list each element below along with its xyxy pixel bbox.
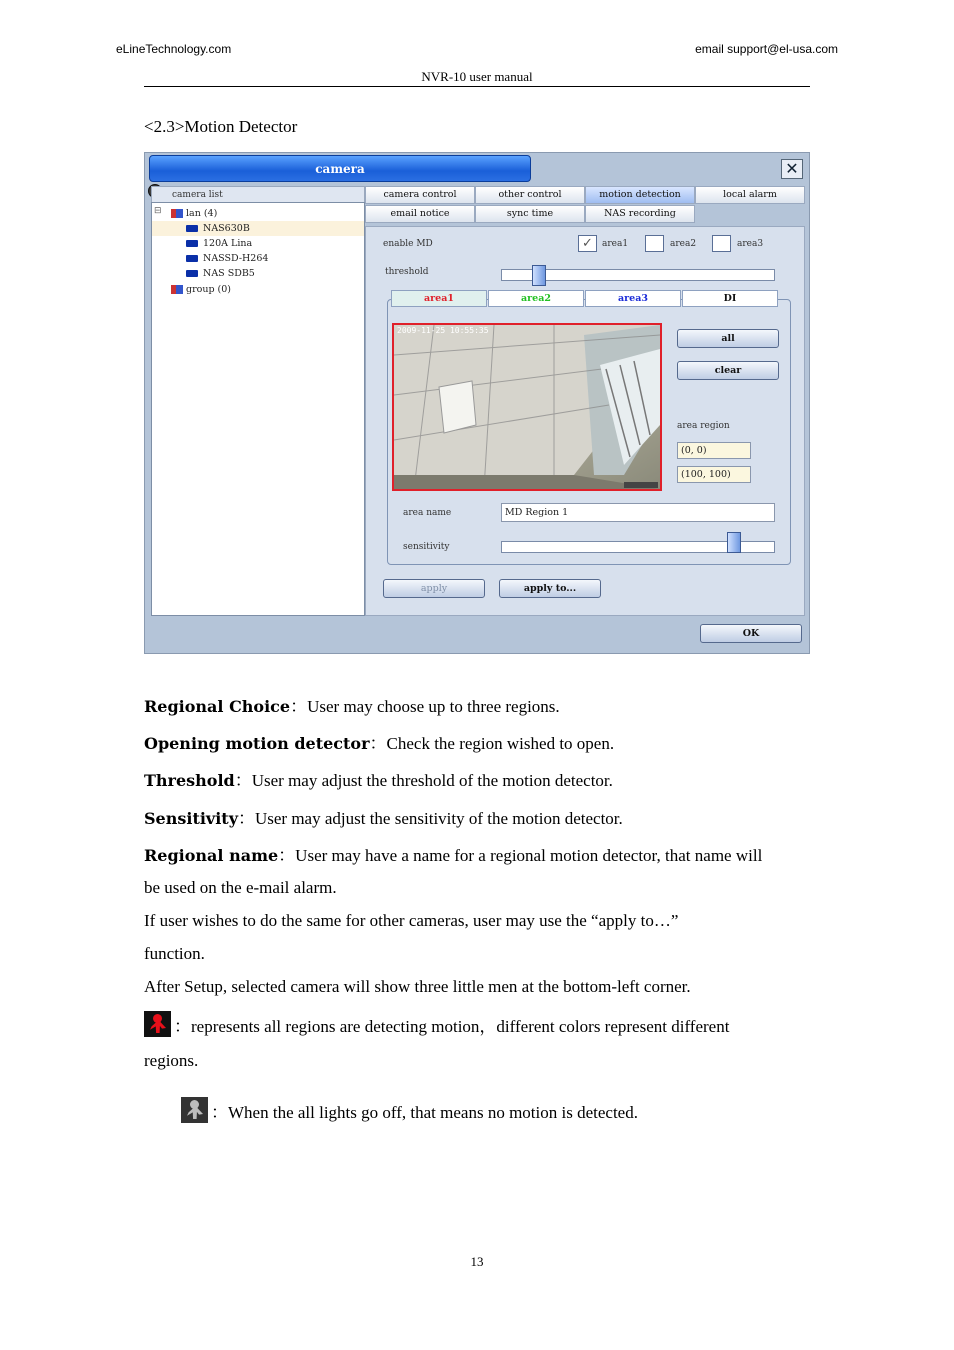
opening-md-paragraph — [144, 729, 614, 754]
area2-checkbox-label: area2 — [670, 239, 697, 249]
folder-icon — [171, 285, 183, 294]
tab-nas-recording[interactable]: NAS recording — [585, 205, 695, 223]
running-man-red-icon — [144, 1011, 171, 1037]
clear-button[interactable]: clear — [677, 361, 779, 380]
apply-button[interactable]: apply — [383, 579, 485, 598]
text-line: be used on the e-mail alarm. — [144, 878, 337, 897]
camera-preview[interactable] — [392, 323, 662, 491]
close-icon[interactable]: ✕ — [781, 159, 803, 179]
tab-other-control[interactable]: other control — [475, 186, 585, 204]
area1-checkbox-label: area1 — [602, 239, 629, 249]
tree-item-label: 120A Lina — [203, 238, 253, 249]
tab-area2[interactable]: area2 — [488, 290, 584, 307]
term: Opening motion detector — [144, 734, 370, 753]
folder-icon — [171, 209, 183, 218]
separator: ： — [234, 771, 252, 790]
text-line: After Setup, selected camera will show three little men at the bottom-left corner. — [144, 977, 691, 996]
tab-local-alarm[interactable]: local alarm — [695, 186, 805, 204]
tree-item-group[interactable] — [171, 282, 231, 297]
tree-item-nassd-h264[interactable] — [186, 251, 268, 266]
threshold-label: threshold — [385, 267, 429, 277]
description: User may choose up to three regions. — [307, 697, 560, 716]
area3-checkbox-label: area3 — [737, 239, 764, 249]
tree-item-label: lan (4) — [186, 208, 218, 219]
area-region-label: area region — [677, 421, 730, 431]
camera-icon — [186, 240, 198, 247]
tree-item-label: NAS630B — [203, 223, 250, 234]
enable-md-label: enable MD — [383, 239, 433, 249]
sensitivity-slider-thumb[interactable] — [727, 532, 741, 553]
header-title: NVR-10 user manual — [421, 69, 533, 84]
tab-area1[interactable]: area1 — [391, 290, 487, 307]
description: User may adjust the sensitivity of the motion detector. — [254, 809, 623, 828]
threshold-paragraph — [144, 766, 613, 791]
preview-image — [394, 325, 660, 489]
tab-camera-control[interactable]: camera control — [365, 186, 475, 204]
camera-settings-window — [144, 152, 810, 654]
threshold-slider-thumb[interactable] — [532, 265, 546, 286]
regional-choice-paragraph — [144, 692, 560, 717]
area3-checkbox[interactable] — [712, 235, 731, 252]
ok-button[interactable]: OK — [700, 624, 802, 643]
apply-to-button[interactable]: apply to... — [499, 579, 601, 598]
tree-item-nas-sdb5[interactable] — [186, 266, 255, 281]
tab-email-notice[interactable]: email notice — [365, 205, 475, 223]
select-all-button[interactable]: all — [677, 329, 779, 348]
text-line: If user wishes to do the same for other cameras, user may use the “apply to…” — [144, 911, 679, 930]
camera-list-header: camera list — [151, 186, 365, 204]
tab-motion-detection[interactable]: motion detection — [585, 186, 695, 204]
region-end-field: (100, 100) — [677, 466, 751, 483]
header-website: eLineTechnology.com — [116, 42, 232, 56]
header-email: email support@el-usa.com — [695, 42, 838, 56]
text-line: regions. — [144, 1051, 199, 1070]
header-rule — [144, 86, 810, 87]
camera-tree — [151, 202, 365, 616]
regional-name-paragraph — [144, 841, 762, 866]
tree-item-label: NASSD-H264 — [203, 253, 269, 264]
tab-area3[interactable]: area3 — [585, 290, 681, 307]
separator: ： — [278, 846, 296, 865]
separator: ： — [290, 697, 308, 716]
tree-item-120a-lina[interactable] — [186, 236, 252, 251]
description: User may adjust the threshold of the motion detector. — [251, 771, 613, 790]
gray-icon-description: ：When the all lights go off, that means no motion is detected. — [211, 1103, 638, 1122]
sensitivity-paragraph — [144, 804, 623, 829]
video-timestamp: 2009-11-25 10:55:35 — [397, 326, 489, 335]
camera-icon — [186, 255, 198, 262]
tree-item-lan[interactable] — [171, 206, 217, 221]
collapse-icon[interactable]: ⊟ — [154, 206, 162, 216]
gray-icon-line — [181, 1097, 638, 1123]
area-name-input[interactable]: MD Region 1 — [501, 503, 775, 522]
region-start-field: (0, 0) — [677, 442, 751, 459]
description: Check the region wished to open. — [386, 734, 615, 753]
term: Regional name — [144, 846, 279, 865]
section-title: <2.3>Motion Detector — [144, 117, 298, 136]
page-number: 13 — [470, 1254, 484, 1269]
tree-item-label: NAS SDB5 — [203, 268, 255, 279]
term: Sensitivity — [144, 809, 238, 828]
red-icon-description: ：represents all regions are detecting motion，different colors represent different — [174, 1017, 730, 1036]
camera-icon — [186, 225, 198, 232]
camera-icon — [186, 270, 198, 277]
separator: ： — [369, 734, 387, 753]
tree-item-nas630b[interactable] — [152, 221, 364, 236]
text-line: function. — [144, 944, 205, 963]
separator: ： — [237, 809, 255, 828]
area1-checkbox[interactable]: ✓ — [578, 235, 597, 252]
tab-di[interactable]: DI — [682, 290, 778, 307]
description: User may have a name for a regional motion detector, that name will — [295, 846, 763, 865]
area-name-label: area name — [403, 508, 452, 518]
term: Threshold — [144, 771, 235, 790]
tree-item-label: group (0) — [186, 284, 232, 295]
running-man-gray-icon — [181, 1097, 208, 1123]
tab-sync-time[interactable]: sync time — [475, 205, 585, 223]
area2-checkbox[interactable] — [645, 235, 664, 252]
window-title: camera — [149, 155, 531, 182]
term: Regional Choice — [144, 697, 291, 716]
red-icon-line — [144, 1011, 729, 1037]
sensitivity-label: sensitivity — [403, 542, 450, 552]
